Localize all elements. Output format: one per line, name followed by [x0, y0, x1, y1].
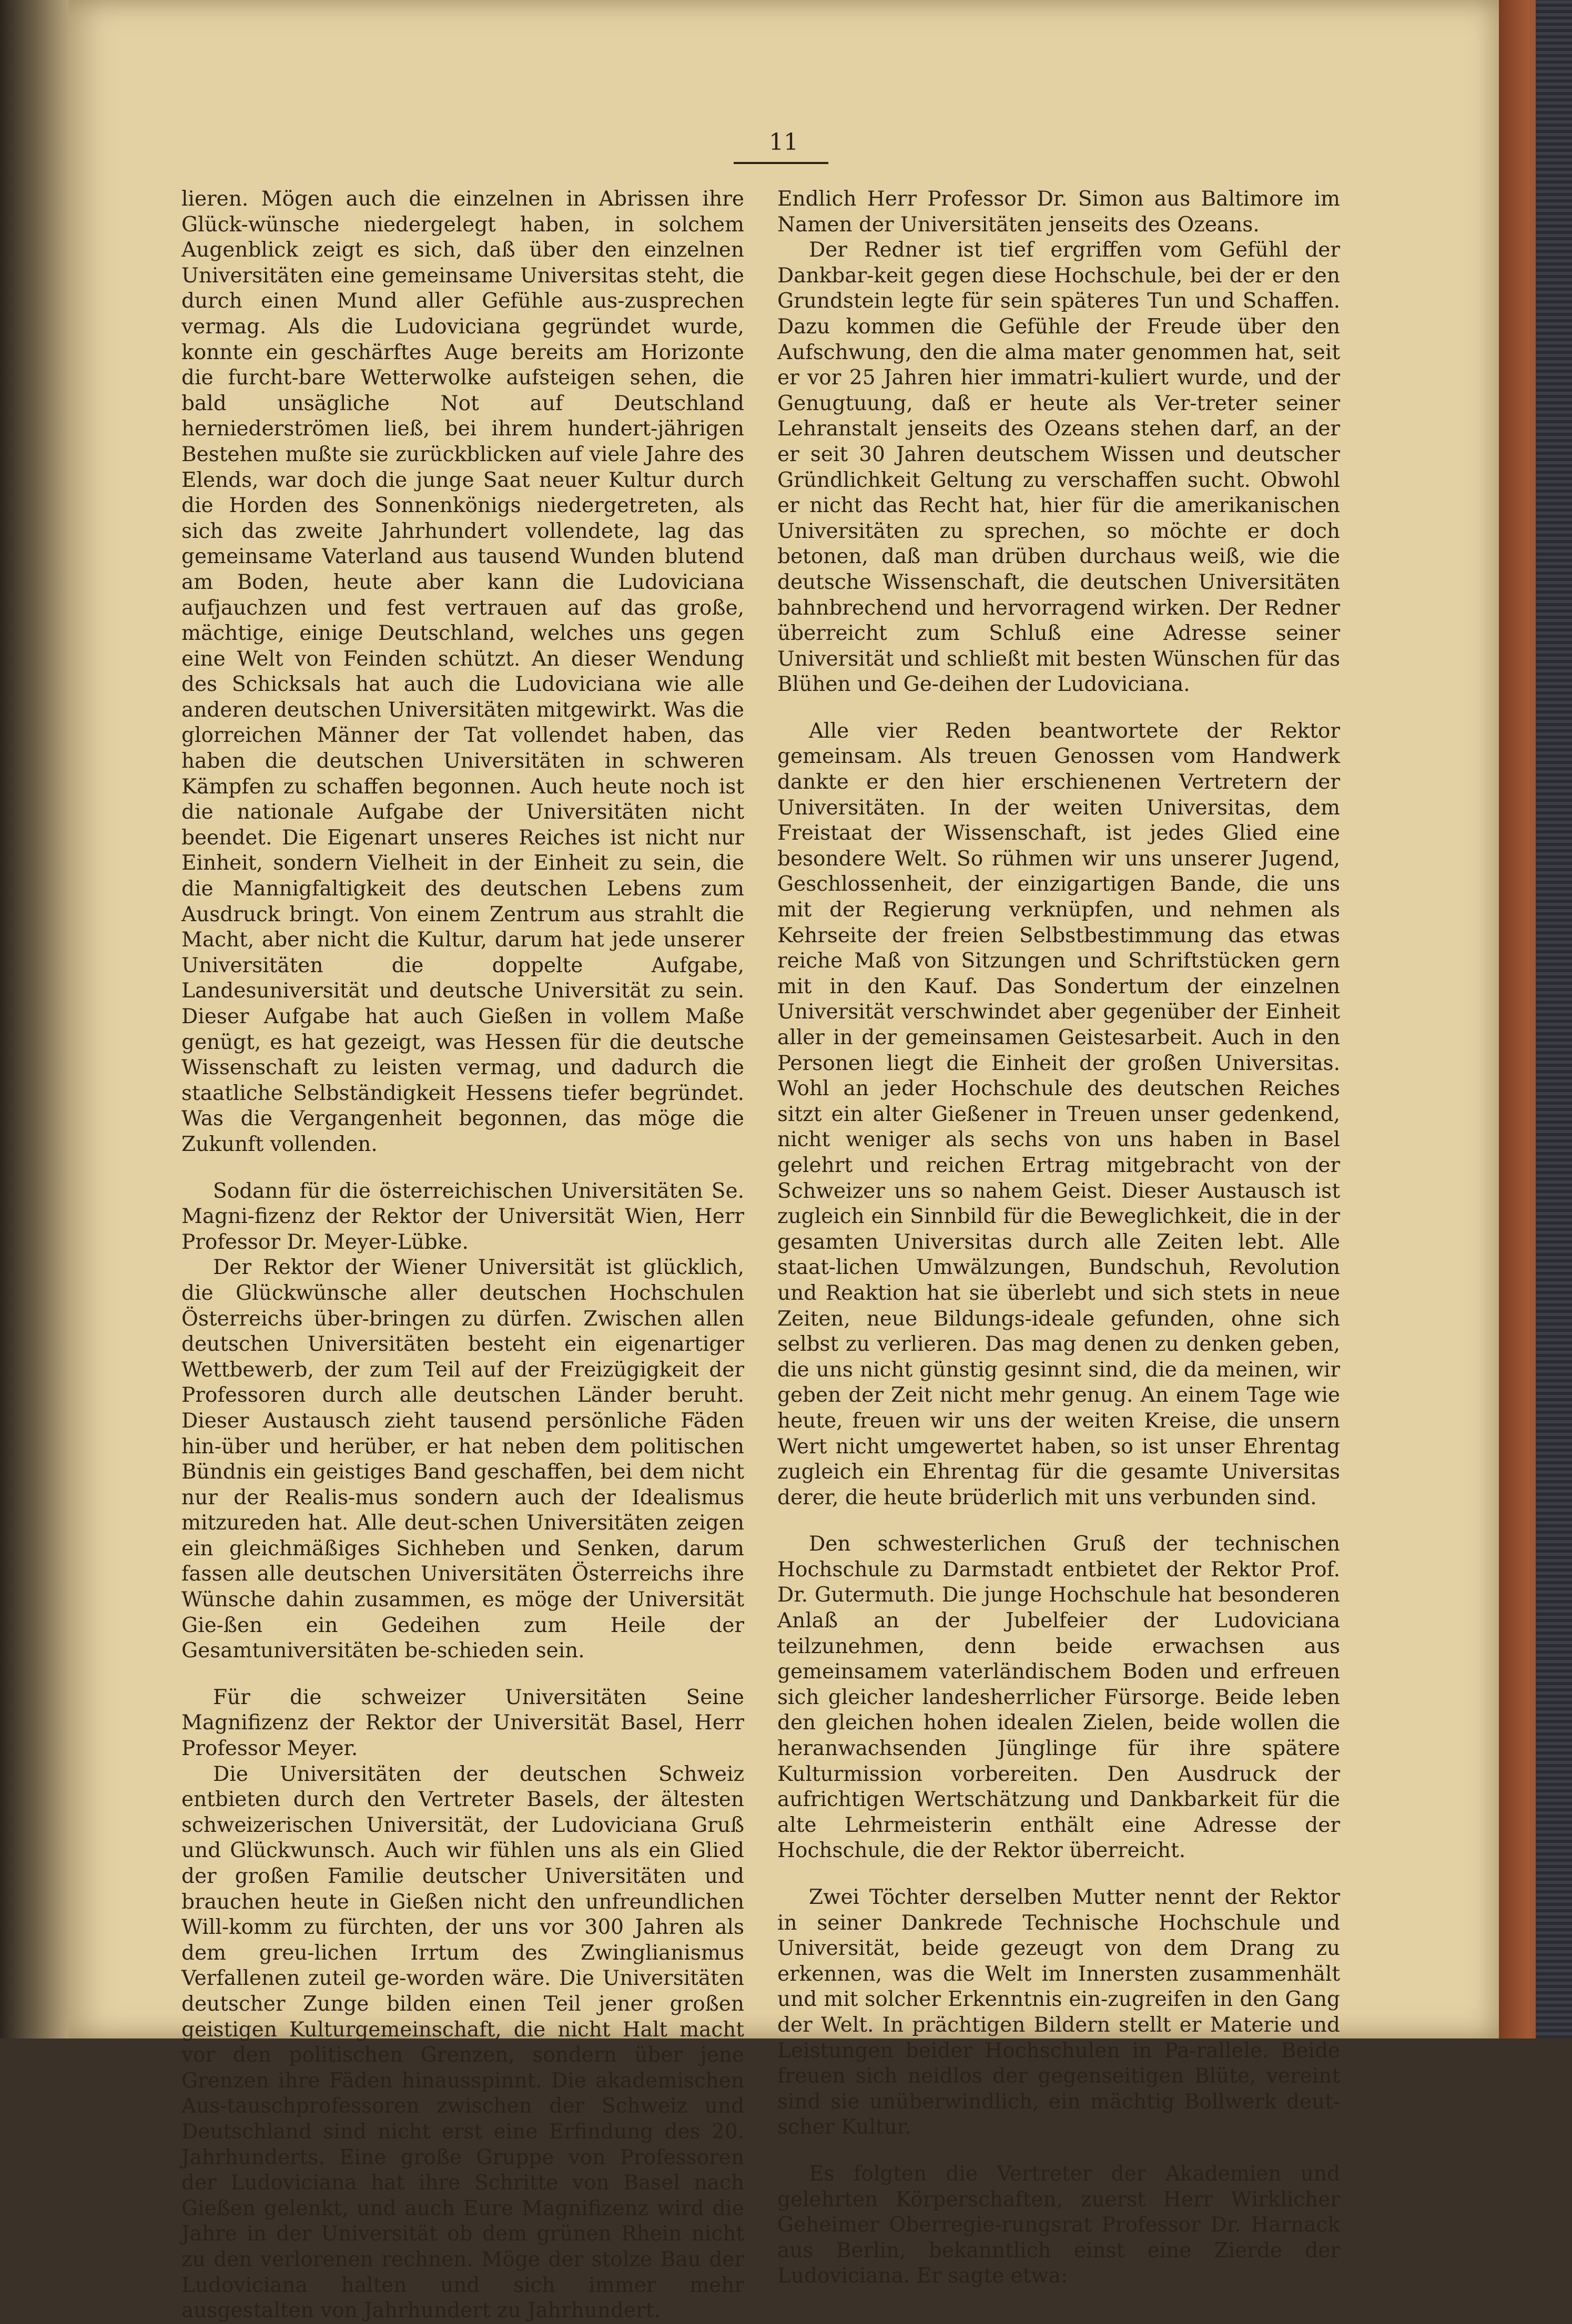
paragraph: Der Rektor der Wiener Universität ist glücklich, die Glückwünsche aller deutschen Hochschulen Österreichs über-bringen zu dürfen. Zwischen allen deutschen Universitäten besteht ein eigenartiger Wettbewerb, der zum Teil auf der Freizügigkeit der Professoren durch alle deutschen Länder beruht. Dieser Austausch zieht tausend persönliche Fäden hin-über und herüber, er hat neben dem politischen Bündnis ein geistiges Band geschaffen, bei dem nicht nur der Realis-mus sondern auch der Idealismus mitzureden hat. Alle deut-schen Universitäten zeigen ein gleichmäßiges Sichheben und Senken, darum fassen alle deutschen Universitäten Österreichs ihre Wünsche dahin zusammen, es möge der Universität Gie-ßen ein Gedeihen zum Heile der Gesamtuniversitäten be-schieden sein.	[181, 1256, 744, 1663]
paragraph: Den schwesterlichen Gruß der technischen Hochschule zu Darmstadt entbietet der Rektor Prof. Dr. Gutermuth. Die junge Hochschule hat besonderen Anlaß an der Jubelfeier der Ludoviciana teilzunehmen, denn beide erwachsen aus gemeinsamem vaterländischem Boden und erfreuen sich gleicher landesherrlicher Fürsorge. Beide leben den gleichen hohen idealen Zielen, beide wollen die heranwachsenden Jünglinge für ihre spätere Kulturmission vorbereiten. Den Ausdruck der aufrichtigen Wertschätzung und Dankbarkeit für die alte Lehrmeisterin enthält eine Adresse der Hochschule, die der Rektor überreicht.	[777, 1532, 1340, 1863]
page-number-rule	[734, 162, 828, 164]
paragraph: Die Universitäten der deutschen Schweiz entbieten durch den Vertreter Basels, der ältesten schweizerischen Universität, der Ludoviciana Gruß und Glückwunsch. Auch wir fühlen uns als ein Glied der großen Familie deutscher Universitäten und brauchen heute in Gießen nicht den unfreundlichen Will-komm zu fürchten, der uns vor 300 Jahren als dem greu-lichen Irrtum des Zwinglianismus Verfallenen zuteil ge-worden wäre. Die Universitäten deutscher Zunge bilden einen Teil jener großen geistigen Kulturgemeinschaft, die nicht Halt macht vor den politischen Grenzen, sondern über jene Grenzen ihre Fäden hinausspinnt. Die akademischen Aus-tauschprofessoren zwischen der Schweiz und Deutschland sind nicht erst eine Erfindung des 20. Jahrhunderts. Eine große Gruppe von Professoren der Ludoviciana hat ihre Schritte von Basel nach Gießen gelenkt, und auch Eure Magnifizenz wird die Jahre in der Universität ob dem grünen Rhein nicht zu den verlorenen rechnen. Möge der stolze Bau der Ludoviciana halten und sich immer mehr ausgestalten von Jahrhundert zu Jahrhundert.	[181, 1762, 744, 2323]
paragraph: Alle vier Reden beantwortete der Rektor gemeinsam. Als treuen Genossen vom Handwerk dankte er den hier erschienenen Vertretern der Universitäten. In der weiten Universitas, dem Freistaat der Wissenschaft, ist jedes Glied eine besondere Welt. So rühmen wir uns unserer Jugend, Geschlossenheit, der einzigartigen Bande, die uns mit der Regierung verknüpfen, und nehmen als Kehrseite der freien Selbstbestimmung das etwas reiche Maß von Sitzungen und Schriftstücken gern mit in den Kauf. Das Sondertum der einzelnen Universität verschwindet aber gegenüber der Einheit aller in der gemeinsamen Geistesarbeit. Auch in den Personen liegt die Einheit der großen Universitas. Wohl an jeder Hochschule des deutschen Reiches sitzt ein alter Gießener in Treuen unser gedenkend, nicht weniger als sechs von uns haben in Basel gelehrt und reichen Ertrag mitgebracht von der Schweizer uns so nahem Geist. Dieser Austausch ist zugleich ein Sinnbild für die Beweglichkeit, die in der gesamten Universitas durch alle Zeiten lebt. Alle staat-lichen Umwälzungen, Bundschuh, Revolution und Reaktion hat sie überlebt und sich stets in neue Zeiten, neue Bildungs-ideale gefunden, ohne sich selbst zu verlieren. Das mag denen zu denken geben, die uns nicht günstig gesinnt sind, die da meinen, wir geben der Zeit nicht mehr genug. An einem Tage wie heute, freuen wir uns der weiten Kreise, die unsern Wert nicht umgewertet haben, so ist unser Ehrentag zugleich ein Ehrentag für die gesamte Universitas derer, die heute brüderlich mit uns verbunden sind.	[777, 719, 1340, 1510]
paragraph: Der Redner ist tief ergriffen vom Gefühl der Dankbar-keit gegen diese Hochschule, bei der er den Grundstein legte für sein späteres Tun und Schaffen. Dazu kommen die Gefühle der Freude über den Aufschwung, den die alma mater genommen hat, seit er vor 25 Jahren hier immatri-kuliert wurde, und der Genugtuung, daß er heute als Ver-treter seiner Lehranstalt jenseits des Ozeans stehen darf, an der er seit 30 Jahren deutschem Wissen und deutscher Gründlichkeit Geltung zu verschaffen sucht. Obwohl er nicht das Recht hat, hier für die amerikanischen Universitäten zu sprechen, so möchte er doch betonen, daß man drüben durchaus weiß, wie die deutsche Wissenschaft, die deutschen Universitäten bahnbrechend und hervorragend wirken. Der Redner überreicht zum Schluß eine Adresse seiner Universität und schließt mit besten Wünschen für das Blühen und Ge-deihen der Ludoviciana.	[777, 238, 1340, 697]
paragraph: Es folgten die Vertreter der Akademien und gelehrten Körperschaften, zuerst Herr Wirklicher Geheimer Oberregie-rungsrat Professor Dr. Harnack aus Berlin, bekanntlich einst eine Zierde der Ludoviciana. Er sagte etwa:	[777, 2162, 1340, 2288]
paragraph: Zwei Töchter derselben Mutter nennt der Rektor in seiner Dankrede Technische Hochschule und Universität, beide gezeugt von dem Drang zu erkennen, was die Welt im Innersten zusammenhält und mit solcher Erkenntnis ein-zugreifen in den Gang der Welt. In prächtigen Bildern stellt er Materie und Leistungen beider Hochschulen in Pa-rallele. Beide freuen sich neidlos der gegenseitigen Blüte, vereint sind sie unüberwindlich, ein mächtig Bollwerk deut-scher Kultur.	[777, 1885, 1340, 2139]
paragraph: Für die schweizer Universitäten Seine Magnifizenz der Rektor der Universität Basel, Herr Professor Meyer.	[181, 1685, 744, 1761]
paragraph: Sodann für die österreichischen Universitäten Se. Magni-fizenz der Rektor der Universität Wien, Herr Professor Dr. Meyer-Lübke.	[181, 1179, 744, 1254]
left-column	[181, 187, 744, 2324]
page-number: 11	[769, 129, 798, 156]
right-column	[777, 187, 1340, 2289]
book-binding	[1536, 0, 1572, 2038]
paragraph: Endlich Herr Professor Dr. Simon aus Baltimore im Namen der Universitäten jenseits des Ozeans.	[777, 187, 1340, 237]
book-gutter	[0, 0, 79, 2038]
paragraph: lieren. Mögen auch die einzelnen in Abrissen ihre Glück-wünsche niedergelegt haben, in solchem Augenblick zeigt es sich, daß über den einzelnen Universitäten eine gemeinsame Universitas steht, die durch einen Mund aller Gefühle aus-zusprechen vermag. Als die Ludoviciana gegründet wurde, konnte ein geschärftes Auge bereits am Horizonte die furcht-bare Wetterwolke aufsteigen sehen, die bald unsägliche Not auf Deutschland herniederströmen ließ, bei ihrem hundert-jährigen Bestehen mußte sie zurückblicken auf viele Jahre des Elends, war doch die junge Saat neuer Kultur durch die Horden des Sonnenkönigs niedergetreten, als sich das zweite Jahrhundert vollendete, lag das gemeinsame Vaterland aus tausend Wunden blutend am Boden, heute aber kann die Ludoviciana aufjauchzen und fest vertrauen auf das große, mächtige, einige Deutschland, welches uns gegen eine Welt von Feinden schützt. An dieser Wendung des Schicksals hat auch die Ludoviciana wie alle anderen deutschen Universitäten mitgewirkt. Was die glorreichen Männer der Tat vollendet haben, das haben die deutschen Universitäten in schweren Kämpfen zu schaffen begonnen. Auch heute noch ist die nationale Aufgabe der Universitäten nicht beendet. Die Eigenart unseres Reiches ist nicht nur Einheit, sondern Vielheit in der Einheit zu sein, die die Mannigfaltigkeit des deutschen Lebens zum Ausdruck bringt. Von einem Zentrum aus strahlt die Macht, aber nicht die Kultur, darum hat jede unserer Universitäten die doppelte Aufgabe, Landesuniversität und deutsche Universität zu sein. Dieser Aufgabe hat auch Gießen in vollem Maße genügt, es hat gezeigt, was Hessen für die deutsche Wissenschaft zu leisten vermag, und dadurch die staatliche Selbständigkeit Hessens tiefer begründet. Was die Vergangenheit begonnen, das möge die Zukunft vollenden.	[181, 187, 744, 1156]
